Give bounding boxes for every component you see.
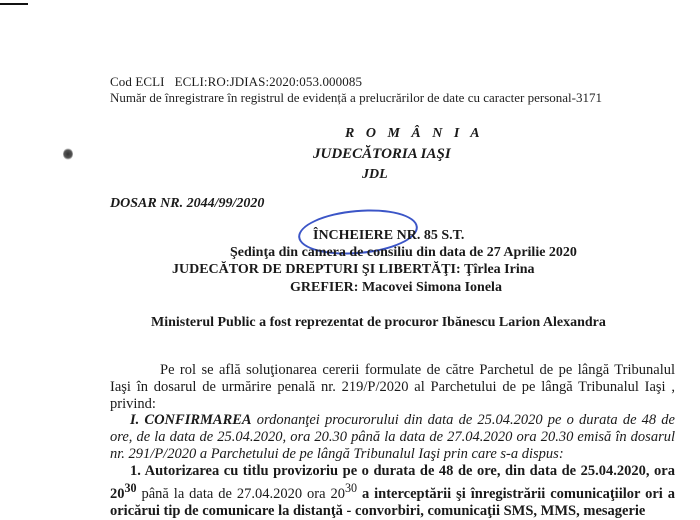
- registry-line: Număr de înregistrare în registrul de evidență a prelucrărilor de date cu caracter personal-3171: [110, 90, 602, 105]
- paragraph-authorization: [110, 463, 675, 520]
- country-heading: R O M Â N I A: [345, 126, 484, 141]
- confirmation-text: ordonanţei procurorului din data de 25.04.2020 pe o durata de 48 de ore, de la data de 25.04.2020, ora 20.30 până la data de 27.04.2020 ora 20.30 emisă în dosarul nr. 291/P/2020 a Parchetului de pe lângă Tribunalul Iaşi prin care s-a dispus:: [110, 412, 675, 462]
- ecli-value: ECLI:RO:JDIAS:2020:053.000085: [174, 74, 363, 89]
- time-superscript-1: 30: [124, 481, 137, 495]
- clerk-line: GREFIER: Macovei Simona Ionela: [290, 280, 502, 295]
- paragraph-confirmation: [110, 412, 675, 463]
- judge-line: JUDECĂTOR DE DREPTURI ŞI LIBERTĂŢI: Ţîrlea Irina: [172, 262, 535, 277]
- paragraph-intro: Pe rol se află soluţionarea cererii formulate de către Parchetul de pe lângă Tribunalul Iaşi în dosarul de urmărire penală nr. 219/P/2020 al Parchetului de pe lângă Tribunalul Iaşi , privind:: [110, 362, 675, 412]
- conclusion-number: ÎNCHEIERE NR. 85 S.T.: [313, 228, 465, 243]
- ecli-label: Cod ECLI: [110, 74, 165, 89]
- ecli-line: [110, 74, 362, 90]
- authorization-text-a: 1. Autorizarea cu titlu provizoriu pe o durata de 48 de ore, din data de 25.04.2020, ora 20: [110, 463, 675, 502]
- authorization-text-c: a interceptării şi înregistrării comunicaţiilor ori a oricărui tip de comunicare la distanţă - convorbiri, comunicaţii SMS, MMS, mesagerie: [110, 485, 675, 519]
- session-line: Şedinţa din camera de consiliu din data de 27 Aprilie 2020: [230, 245, 577, 260]
- authorization-text-b: până la data de 27.04.2020 ora 20: [136, 485, 345, 502]
- scan-edge-mark: [0, 3, 28, 5]
- file-number: DOSAR NR. 2044/99/2020: [110, 196, 265, 211]
- confirmation-heading: I. CONFIRMAREA: [130, 412, 252, 428]
- court-section: JDL: [362, 167, 388, 182]
- prosecutor-line: Ministerul Public a fost reprezentat de procuror Ibănescu Larion Alexandra: [151, 315, 606, 330]
- punch-hole-mark: [63, 148, 73, 160]
- court-name: JUDECĂTORIA IAŞI: [313, 146, 451, 162]
- time-superscript-2: 30: [344, 481, 358, 495]
